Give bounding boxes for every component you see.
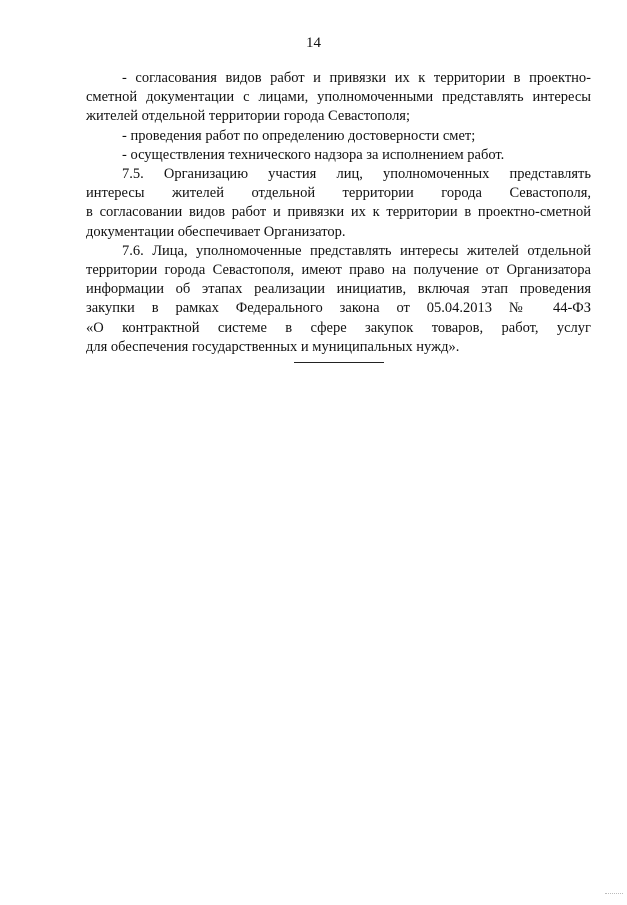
text-line: интересы жителей отдельной территории города Севастополя, bbox=[86, 185, 591, 202]
text-line: 7.5. Организацию участия лиц, уполномоченных представлять bbox=[122, 166, 591, 183]
page-number: 14 bbox=[306, 35, 321, 51]
end-separator-line bbox=[294, 362, 384, 363]
text-line: - осуществления технического надзора за исполнением работ. bbox=[122, 146, 505, 163]
clause-7-6-paragraph bbox=[86, 242, 591, 357]
text-line: территории города Севастополя, имеют право на получение от Организатора bbox=[86, 262, 591, 279]
bullet-coordination-paragraph bbox=[86, 69, 591, 127]
text-line: информации об этапах реализации инициатив, включая этап проведения bbox=[86, 281, 591, 298]
text-line: сметной документации с лицами, уполномоченными представлять интересы bbox=[86, 89, 591, 106]
text-line: - согласования видов работ и привязки их к территории в проектно- bbox=[122, 70, 591, 86]
text-line: закупки в рамках Федерального закона от 05.04.2013 № 44-ФЗ bbox=[86, 300, 591, 317]
text-line: в согласовании видов работ и привязки их к территории в проектно-сметной bbox=[86, 204, 591, 221]
document-body bbox=[86, 69, 591, 357]
text-line: документации обеспечивает Организатор. bbox=[86, 223, 346, 240]
text-line: для обеспечения государственных и муниципальных нужд». bbox=[86, 338, 460, 355]
bullet-supervision-paragraph bbox=[86, 146, 591, 165]
bullet-estimates-paragraph bbox=[86, 127, 591, 146]
text-line: - проведения работ по определению достоверности смет; bbox=[122, 127, 476, 144]
scan-edge-mark bbox=[605, 893, 623, 897]
text-line: 7.6. Лица, уполномоченные представлять интересы жителей отдельной bbox=[122, 242, 591, 259]
text-line: жителей отдельной территории города Севастополя; bbox=[86, 108, 411, 125]
clause-7-5-paragraph bbox=[86, 165, 591, 242]
text-line: «О контрактной системе в сфере закупок товаров, работ, услуг bbox=[86, 319, 591, 336]
